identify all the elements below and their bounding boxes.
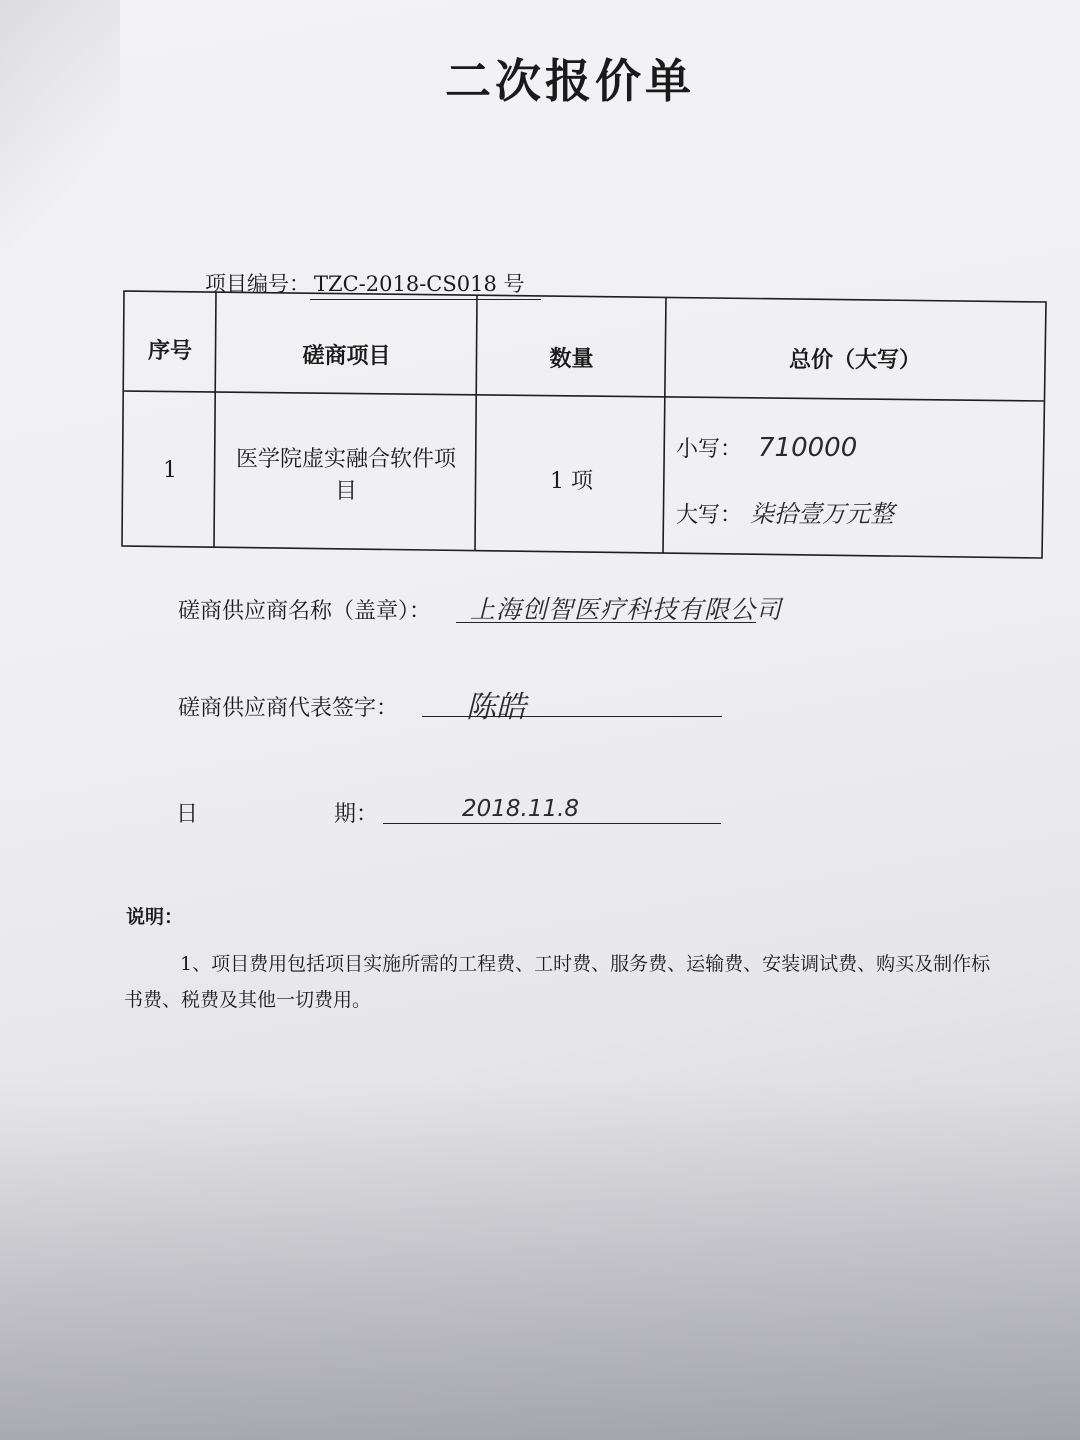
project-number-label: 项目编号： xyxy=(205,272,310,296)
notes-heading: 说明： xyxy=(126,906,184,928)
rep-label: 磋商供应商代表签字： xyxy=(178,696,399,721)
date-label-2: 期： xyxy=(334,802,379,827)
price-big-label: 大写： xyxy=(676,503,743,528)
document-title: 二次报价单 xyxy=(445,54,695,108)
row-no: 1 xyxy=(163,458,177,483)
supplier-name-label: 磋商供应商名称（盖章）： xyxy=(178,599,432,624)
date-underline xyxy=(383,823,721,824)
price-big-value: 柒拾壹万元整 xyxy=(750,500,895,528)
project-number xyxy=(205,268,541,300)
date-label-1: 日 xyxy=(176,802,199,827)
header-item: 磋商项目 xyxy=(302,343,391,369)
row-item: 医学院虚实融合软件项目 xyxy=(235,447,456,504)
project-number-value: TZC-2018-CS018 号 xyxy=(310,268,541,300)
price-big xyxy=(676,494,894,529)
date-value: 2018.11.8 xyxy=(462,796,580,822)
price-small-value: 710000 xyxy=(758,433,858,463)
supplier-name-row xyxy=(178,594,431,625)
notes-item-1: 1、项目费用包括项目实施所需的工程费、工时费、服务费、运输费、安装调试费、购买及制作标书费、税费及其他一切费用。 xyxy=(124,953,991,1011)
price-small-label: 小写： xyxy=(676,437,743,462)
rep-underline xyxy=(422,716,722,717)
supplier-name-value: 上海创智医疗科技有限公司 xyxy=(470,595,783,624)
price-small xyxy=(676,432,857,463)
supplier-name-underline xyxy=(456,622,756,623)
header-qty: 数量 xyxy=(549,346,594,372)
row-qty: 1 项 xyxy=(550,469,593,494)
rep-row xyxy=(178,691,398,722)
rep-signature: 陈皓 xyxy=(466,690,526,725)
header-no: 序号 xyxy=(147,338,192,364)
header-total-price: 总价（大写） xyxy=(788,347,921,373)
